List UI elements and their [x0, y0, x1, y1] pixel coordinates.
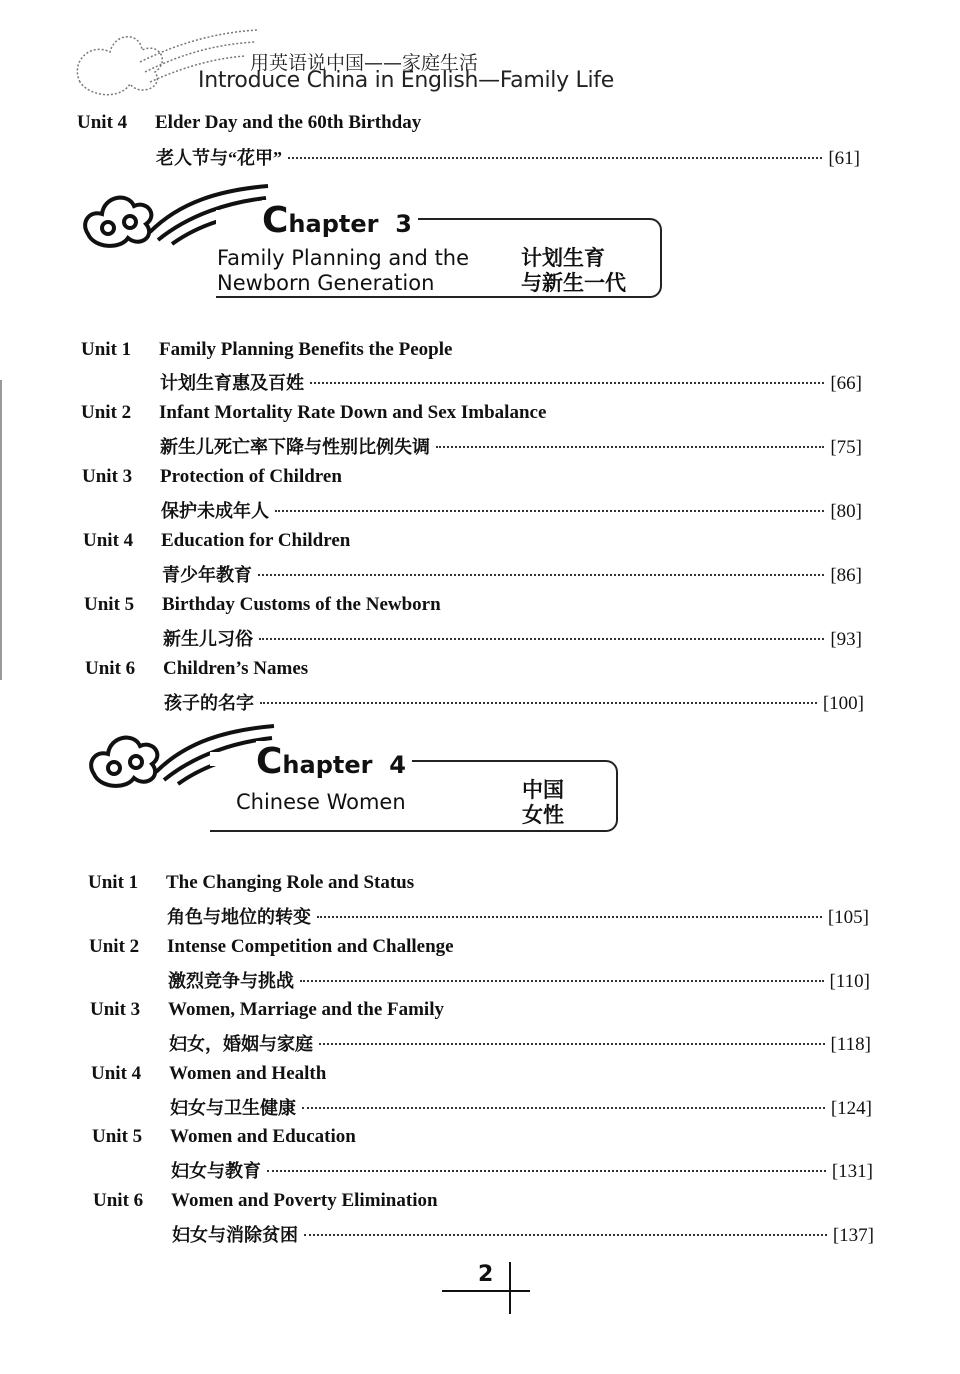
toc-entry-cn[interactable]	[161, 497, 862, 523]
unit-title-cn: 新生儿习俗	[163, 629, 253, 649]
chapter-word: hapter	[282, 751, 373, 779]
subtitle-line: Newborn Generation	[217, 271, 435, 295]
unit-title-en: Women and Education	[170, 1126, 356, 1147]
leader-dots	[260, 702, 817, 704]
toc-entry-cn[interactable]	[164, 689, 864, 715]
subtitle-line: Family Planning and the	[217, 246, 470, 270]
unit-title-cn: 老人节与“花甲”	[156, 148, 282, 168]
toc-entry-cn[interactable]	[172, 1221, 874, 1247]
chapter-cap: C	[256, 741, 283, 782]
unit-title-cn: 孩子的名字	[164, 693, 254, 713]
page-ref: [131]	[831, 1161, 873, 1182]
toc-entry-title[interactable]	[82, 466, 342, 488]
chapter-4-subtitle-en: Chinese Women	[236, 790, 406, 814]
leader-dots	[319, 1043, 825, 1045]
running-header-cn: 用英语说中国——家庭生活	[250, 52, 479, 74]
page-ref: [124]	[830, 1098, 872, 1119]
page-ref: [66]	[830, 373, 862, 394]
unit-title-en: Intense Competition and Challenge	[167, 936, 454, 957]
page-number-rule	[442, 1290, 530, 1292]
toc-entry-cn[interactable]	[170, 1094, 872, 1120]
unit-label: Unit 6	[93, 1190, 144, 1211]
unit-title-en: Protection of Children	[160, 466, 342, 487]
unit-title-cn: 妇女与消除贫困	[172, 1225, 298, 1245]
unit-title-cn: 青少年教育	[162, 565, 252, 585]
page-number-rule	[509, 1262, 511, 1314]
running-header-en: Introduce China in English—Family Life	[198, 68, 614, 93]
page-ref: [75]	[830, 437, 862, 458]
chapter-3-subtitle-cn	[521, 246, 626, 296]
unit-label: Unit 1	[81, 339, 132, 360]
unit-title-cn: 保护未成年人	[161, 501, 269, 521]
leader-dots	[317, 916, 822, 918]
unit-label: Unit 2	[89, 936, 140, 957]
page-ref: [105]	[827, 907, 869, 928]
toc-entry-title[interactable]	[83, 530, 350, 552]
leader-dots	[267, 1170, 826, 1172]
unit-label: Unit 3	[90, 999, 141, 1020]
subtitle-line: 中国	[522, 778, 564, 802]
leader-dots	[275, 510, 824, 512]
unit-title-en: Children’s Names	[163, 658, 309, 679]
toc-entry-title[interactable]	[81, 339, 452, 361]
leader-dots	[300, 980, 824, 982]
unit-title-cn: 角色与地位的转变	[167, 907, 311, 927]
unit-title-en: Women and Health	[169, 1063, 327, 1084]
unit-title-cn: 新生儿死亡率下降与性别比例失调	[160, 437, 430, 457]
unit-title-cn: 妇女，婚姻与家庭	[169, 1034, 313, 1054]
toc-entry-cn[interactable]	[160, 369, 862, 395]
page-ref: [110]	[829, 971, 870, 992]
toc-entry-cn[interactable]	[168, 967, 870, 993]
unit-title-en: Family Planning Benefits the People	[159, 339, 453, 360]
unit-title-en: Women and Poverty Elimination	[171, 1190, 438, 1211]
page-ref: [137]	[832, 1225, 874, 1246]
leader-dots	[288, 157, 822, 159]
unit-title-en: Infant Mortality Rate Down and Sex Imbalance	[159, 402, 547, 423]
chapter-3-subtitle-en	[217, 246, 469, 296]
unit-title-en: Women, Marriage and the Family	[168, 999, 444, 1020]
chapter-4-subtitle-cn	[522, 778, 564, 828]
unit-label: Unit 5	[92, 1126, 143, 1147]
leader-dots	[302, 1107, 825, 1109]
leader-dots	[310, 382, 824, 384]
scan-edge-line	[0, 380, 2, 680]
chapter-4-heading[interactable]	[256, 741, 412, 782]
unit-label: Unit 4	[83, 530, 134, 551]
toc-entry-title[interactable]	[77, 112, 421, 134]
toc-entry-title[interactable]	[84, 594, 441, 616]
toc-entry-title[interactable]	[93, 1190, 438, 1212]
chapter-word: hapter	[288, 210, 379, 238]
toc-entry-cn[interactable]	[169, 1030, 871, 1056]
page-ref: [86]	[830, 565, 862, 586]
unit-label: Unit 6	[85, 658, 136, 679]
leader-dots	[258, 574, 824, 576]
unit-title-en: Birthday Customs of the Newborn	[162, 594, 441, 615]
chapter-number: 3	[395, 210, 412, 238]
unit-title-cn: 激烈竞争与挑战	[168, 971, 294, 991]
unit-label: Unit 5	[84, 594, 135, 615]
unit-title-en: The Changing Role and Status	[166, 872, 415, 893]
toc-entry-title[interactable]	[92, 1126, 356, 1148]
page-ref: [100]	[822, 693, 864, 714]
toc-entry-title[interactable]	[88, 872, 414, 894]
unit-title-cn: 妇女与卫生健康	[170, 1098, 296, 1118]
toc-entry-title[interactable]	[91, 1063, 326, 1085]
toc-entry-cn[interactable]	[171, 1157, 873, 1183]
unit-label: Unit 2	[81, 402, 132, 423]
unit-label: Unit 3	[82, 466, 133, 487]
chapter-cap: C	[262, 200, 289, 241]
leader-dots	[259, 638, 824, 640]
toc-entry-cn[interactable]	[156, 144, 860, 170]
page-number: 2	[478, 1262, 494, 1287]
unit-title-cn: 计划生育惠及百姓	[160, 373, 304, 393]
unit-label: Unit 4	[77, 112, 128, 133]
toc-entry-title[interactable]	[81, 402, 546, 424]
page-ref: [61]	[828, 148, 860, 169]
toc-entry-cn[interactable]	[162, 561, 862, 587]
page-ref: [93]	[830, 629, 862, 650]
toc-entry-title[interactable]	[89, 936, 454, 958]
unit-label: Unit 4	[91, 1063, 142, 1084]
unit-label: Unit 1	[88, 872, 139, 893]
toc-entry-cn[interactable]	[167, 903, 869, 929]
toc-entry-cn[interactable]	[160, 433, 862, 459]
subtitle-line: 女性	[522, 803, 564, 827]
page-ref: [118]	[830, 1034, 871, 1055]
toc-entry-cn[interactable]	[163, 625, 862, 651]
unit-title-en: Elder Day and the 60th Birthday	[155, 112, 422, 133]
page-ref: [80]	[830, 501, 862, 522]
subtitle-line: 与新生一代	[521, 271, 626, 295]
chapter-number: 4	[389, 751, 406, 779]
leader-dots	[304, 1234, 827, 1236]
unit-title-en: Education for Children	[161, 530, 351, 551]
toc-entry-title[interactable]	[85, 658, 308, 680]
unit-title-cn: 妇女与教育	[171, 1161, 261, 1181]
subtitle-line: 计划生育	[521, 246, 605, 270]
leader-dots	[436, 446, 824, 448]
chapter-3-heading[interactable]	[262, 200, 418, 241]
toc-entry-title[interactable]	[90, 999, 444, 1021]
